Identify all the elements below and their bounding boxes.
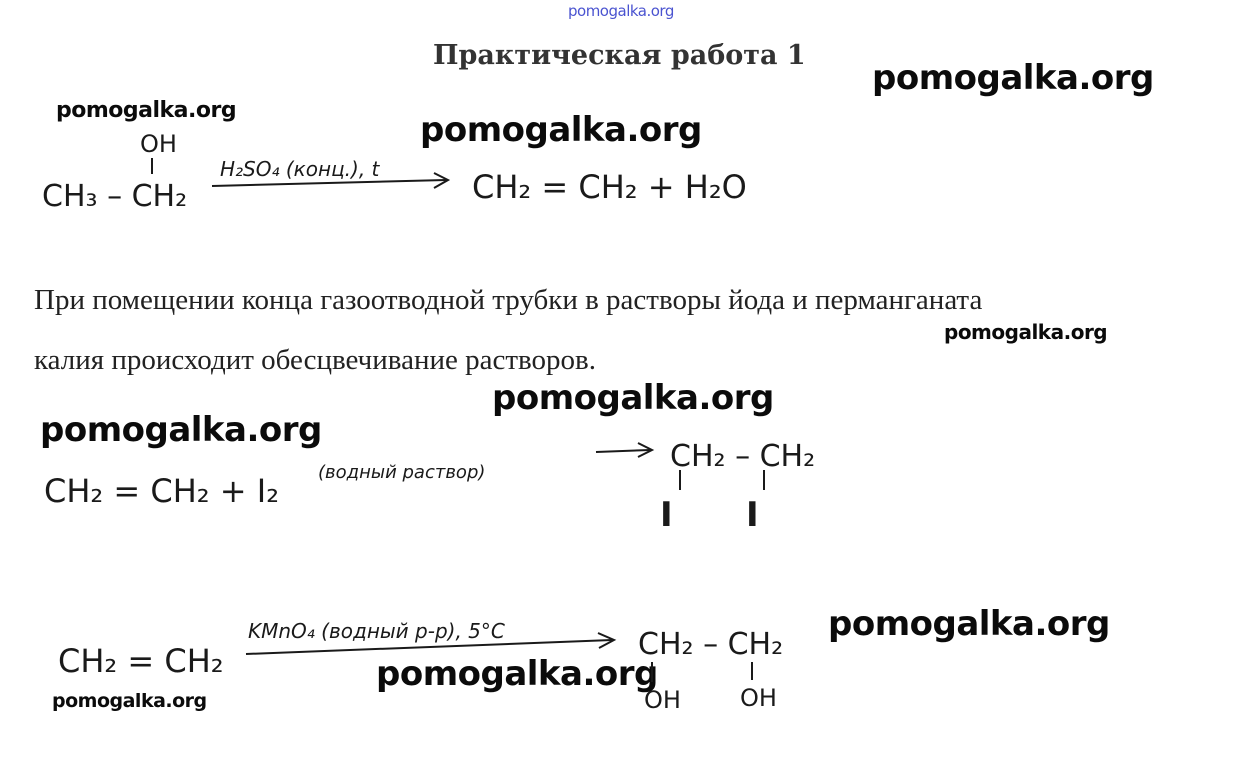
reactant: CH₃ – CH₂ <box>42 179 188 214</box>
watermark-top: pomogalka.org <box>568 2 674 20</box>
substituent-1: OH <box>644 686 681 714</box>
reactant: CH₂ = CH₂ + I₂ <box>44 472 280 510</box>
watermark: pomogalka.org <box>944 320 1108 344</box>
reaction-condition: H₂SO₄ (конц.), t <box>220 157 380 181</box>
reaction-condition: KMnO₄ (водный р-р), 5°C <box>248 619 505 643</box>
substituent-2: OH <box>740 684 777 712</box>
reaction-1 <box>42 130 747 214</box>
watermark: pomogalka.org <box>52 690 207 712</box>
watermark: pomogalka.org <box>40 410 322 450</box>
watermark: pomogalka.org <box>420 110 702 150</box>
watermark: pomogalka.org <box>56 98 237 123</box>
watermark: pomogalka.org <box>828 604 1110 644</box>
reaction-condition: (водный раствор) <box>318 462 486 483</box>
page-title: Практическая работа 1 <box>433 40 806 71</box>
reaction-3 <box>58 619 783 714</box>
watermark: pomogalka.org <box>492 378 774 418</box>
product: CH₂ = CH₂ + H₂O <box>472 168 747 206</box>
reactant: CH₂ = CH₂ <box>58 642 224 680</box>
substituent-1: I <box>660 495 673 535</box>
paragraph-line-1: При помещении конца газоотводной трубки в растворы йода и перманганата <box>34 284 983 316</box>
watermark: pomogalka.org <box>872 58 1154 98</box>
product: CH₂ – CH₂ <box>638 627 784 662</box>
oh-label: OH <box>140 130 177 158</box>
paragraph-line-2: калия происходит обесцвечивание растворов. <box>34 344 596 376</box>
reaction-2 <box>44 439 815 535</box>
substituent-2: I <box>746 495 759 535</box>
product: CH₂ – CH₂ <box>670 439 816 474</box>
watermark: pomogalka.org <box>376 654 658 694</box>
